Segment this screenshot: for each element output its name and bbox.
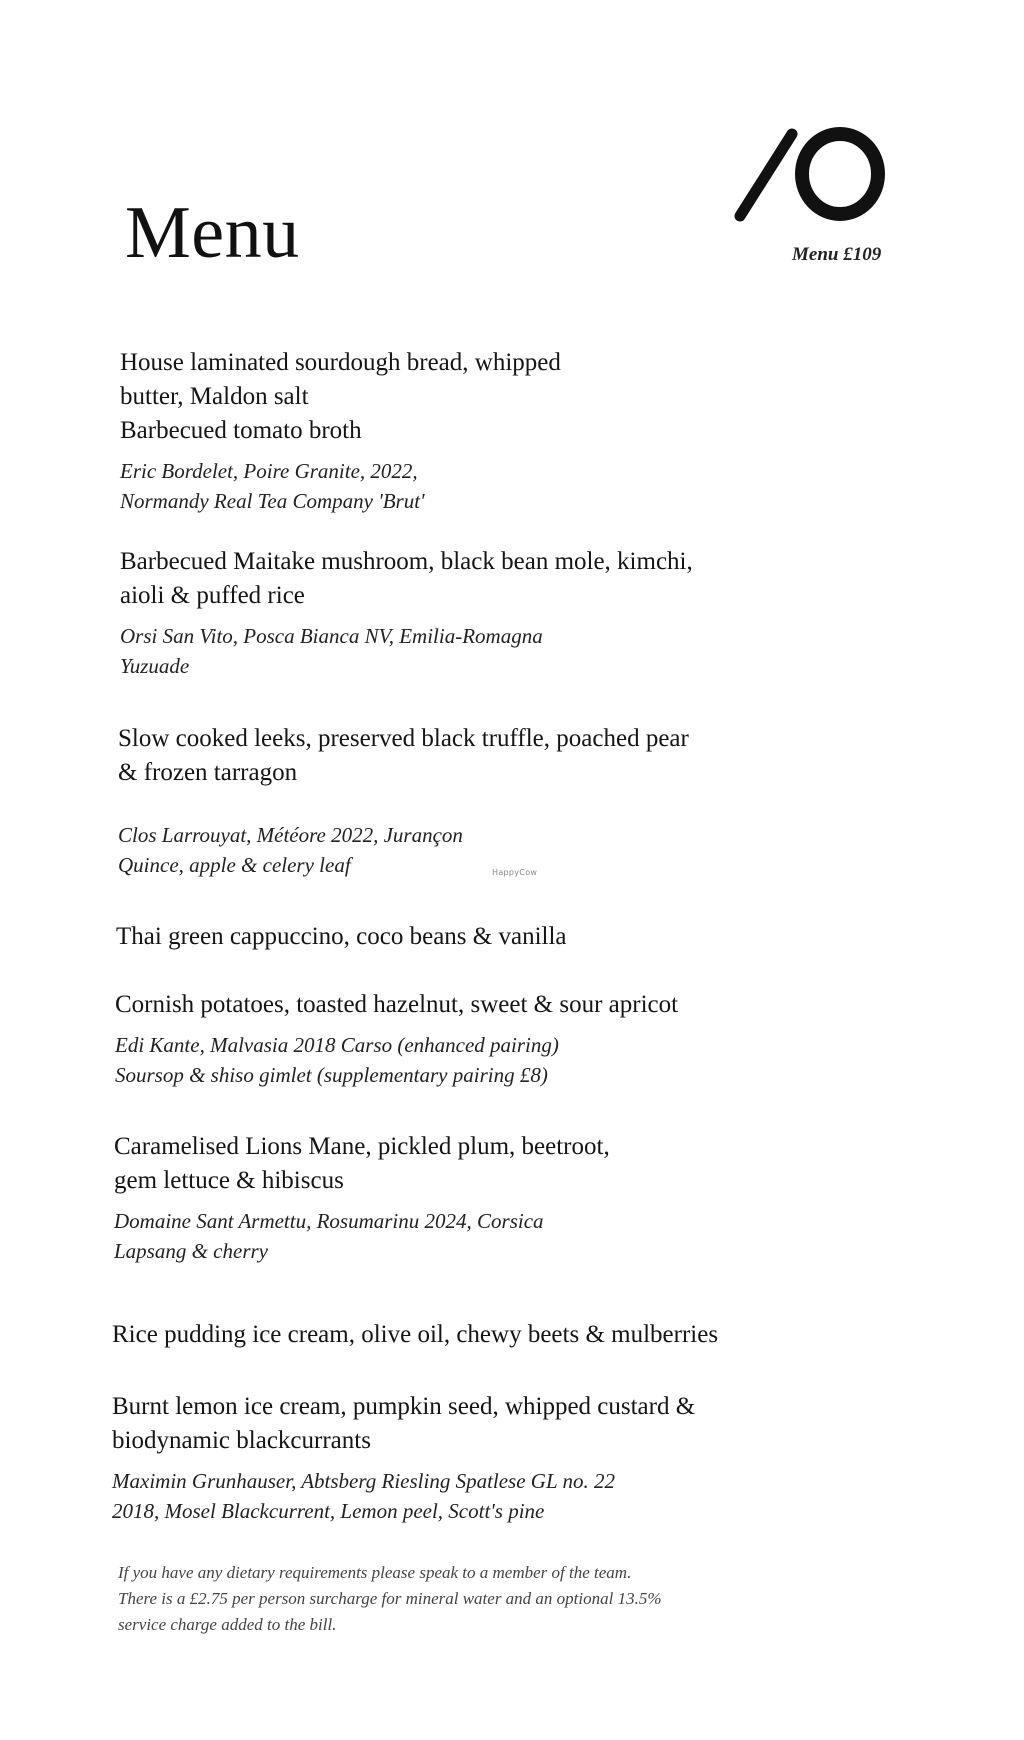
course-2 (120, 545, 1020, 681)
dish-line: House laminated sourdough bread, whipped (120, 349, 561, 376)
course-4 (116, 920, 1016, 954)
pairing-line: Clos Larrouyat, Météore 2022, Jurançon (118, 823, 463, 847)
dish (118, 722, 1018, 790)
footer-line: service charge added to the bill. (118, 1615, 337, 1634)
pairing (120, 621, 1020, 681)
dish (120, 545, 1020, 613)
dish-line: Barbecued tomato broth (120, 417, 362, 444)
pairing (118, 820, 1018, 880)
pairing-line: Normandy Real Tea Company 'Brut' (120, 489, 425, 513)
footer-line: If you have any dietary requirements please speak to a member of the team. (118, 1563, 632, 1582)
dish-line: & frozen tarragon (118, 759, 298, 786)
slash-o-logo-icon (730, 118, 900, 228)
pairing-line: 2018, Mosel Blackcurrent, Lemon peel, Scott's pine (112, 1499, 545, 1523)
dish (116, 920, 1016, 954)
dish-line: biodynamic blackcurrants (112, 1427, 371, 1454)
pairing-line: Yuzuade (120, 654, 190, 678)
pairing-line: Domaine Sant Armettu, Rosumarinu 2024, Corsica (114, 1209, 544, 1233)
pairing-line: Soursop & shiso gimlet (supplementary pairing £8) (115, 1063, 548, 1087)
pairing-line: Edi Kante, Malvasia 2018 Carso (enhanced pairing) (115, 1033, 559, 1057)
course-1 (120, 346, 1020, 516)
course-5 (115, 988, 1015, 1090)
course-7 (112, 1318, 1012, 1352)
footer-note (118, 1560, 778, 1638)
pairing-line: Eric Bordelet, Poire Granite, 2022, (120, 459, 418, 483)
footer-line: There is a £2.75 per person surcharge for mineral water and an optional 13.5% (118, 1589, 662, 1608)
dish-line: Caramelised Lions Mane, pickled plum, beetroot, (114, 1133, 610, 1160)
dish (112, 1318, 1012, 1352)
dish-line: Cornish potatoes, toasted hazelnut, sweet & sour apricot (115, 991, 679, 1018)
course-6 (114, 1130, 1014, 1266)
pairing (120, 456, 1020, 516)
page-title: Menu (125, 192, 300, 274)
menu-price: Menu £109 (792, 244, 882, 265)
pairing (114, 1206, 1014, 1266)
dish (115, 988, 1015, 1022)
course-8 (112, 1390, 1012, 1526)
pairing-line: Quince, apple & celery leaf (118, 853, 351, 877)
dish-line: Slow cooked leeks, preserved black truffle, poached pear (118, 725, 689, 752)
watermark: HappyCow (492, 868, 538, 877)
dish (114, 1130, 1014, 1198)
dish-line: Barbecued Maitake mushroom, black bean mole, kimchi, (120, 548, 693, 575)
dish-line: gem lettuce & hibiscus (114, 1167, 344, 1194)
pairing-line: Orsi San Vito, Posca Bianca NV, Emilia-Romagna (120, 624, 543, 648)
dish-line: Rice pudding ice cream, olive oil, chewy beets & mulberries (112, 1321, 719, 1348)
pairing (112, 1466, 1012, 1526)
dish-line: butter, Maldon salt (120, 383, 309, 410)
dish-line: Thai green cappuccino, coco beans & vanilla (116, 923, 567, 950)
dish (112, 1390, 1012, 1458)
pairing-line: Lapsang & cherry (114, 1239, 268, 1263)
pairing (115, 1030, 1015, 1090)
dish (120, 346, 1020, 448)
dish-line: Burnt lemon ice cream, pumpkin seed, whipped custard & (112, 1393, 696, 1420)
course-3 (118, 722, 1018, 880)
pairing-line: Maximin Grunhauser, Abtsberg Riesling Spatlese GL no. 22 (112, 1469, 616, 1493)
dish-line: aioli & puffed rice (120, 582, 305, 609)
